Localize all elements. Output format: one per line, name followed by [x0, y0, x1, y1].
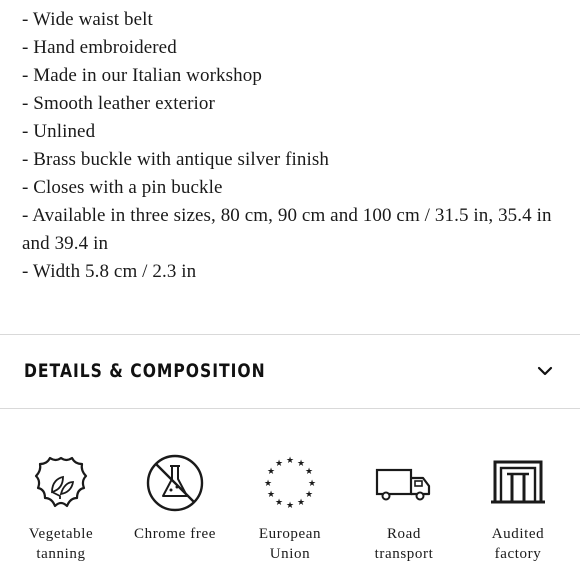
- leather-leaf-icon: [30, 452, 92, 514]
- svg-text:★: ★: [304, 467, 314, 477]
- description-line: - Unlined: [22, 121, 96, 142]
- chrome-free-icon: [144, 452, 206, 514]
- description-line: - Available in three sizes, 80 cm, 90 cm and 100 cm / 31.5 in, 35.4 in and 39.4 in: [22, 205, 552, 254]
- feature-road-transport: [346, 440, 462, 564]
- svg-text:★: ★: [296, 498, 306, 508]
- svg-text:★: ★: [285, 456, 295, 466]
- description-line: - Brass buckle with antique silver finish: [22, 149, 329, 170]
- feature-label: Audited: [491, 526, 545, 542]
- feature-chrome-free: [117, 440, 233, 544]
- feature-label: tanning: [36, 546, 86, 562]
- details-composition-accordion[interactable]: [0, 335, 580, 408]
- accordion-title: DETAILS & COMPOSITION: [24, 360, 266, 382]
- feature-label: transport: [374, 546, 434, 562]
- product-description: [22, 6, 558, 286]
- description-line: - Wide waist belt: [22, 9, 153, 30]
- svg-text:★: ★: [296, 459, 306, 469]
- svg-text:★: ★: [266, 467, 276, 477]
- feature-label: factory: [494, 546, 542, 562]
- svg-text:★: ★: [266, 490, 276, 500]
- truck-icon: [373, 452, 435, 514]
- description-line: - Hand embroidered: [22, 37, 177, 58]
- description-line: - Closes with a pin buckle: [22, 177, 223, 198]
- svg-text:★: ★: [274, 459, 284, 469]
- svg-text:★: ★: [263, 479, 273, 489]
- feature-label: European: [258, 526, 322, 542]
- description-line: - Made in our Italian workshop: [22, 65, 262, 86]
- feature-label: Chrome free: [134, 526, 216, 542]
- description-line: - Width 5.8 cm / 2.3 in: [22, 261, 197, 282]
- feature-label: Road: [386, 526, 422, 542]
- features-row: [0, 440, 580, 580]
- feature-label: Vegetable: [28, 526, 94, 542]
- svg-text:★: ★: [307, 479, 317, 489]
- svg-text:★: ★: [285, 501, 295, 511]
- feature-label: Union: [269, 546, 311, 562]
- svg-text:★: ★: [274, 498, 284, 508]
- feature-european-union: [232, 440, 348, 564]
- divider-bottom: [0, 408, 580, 409]
- feature-vegetable-tanning: [3, 440, 119, 564]
- svg-text:★: ★: [304, 490, 314, 500]
- factory-icon: [487, 452, 549, 514]
- description-line: - Smooth leather exterior: [22, 93, 215, 114]
- eu-stars-icon: [259, 452, 321, 514]
- feature-audited-factory: [460, 440, 576, 564]
- chevron-down-icon[interactable]: [536, 362, 554, 380]
